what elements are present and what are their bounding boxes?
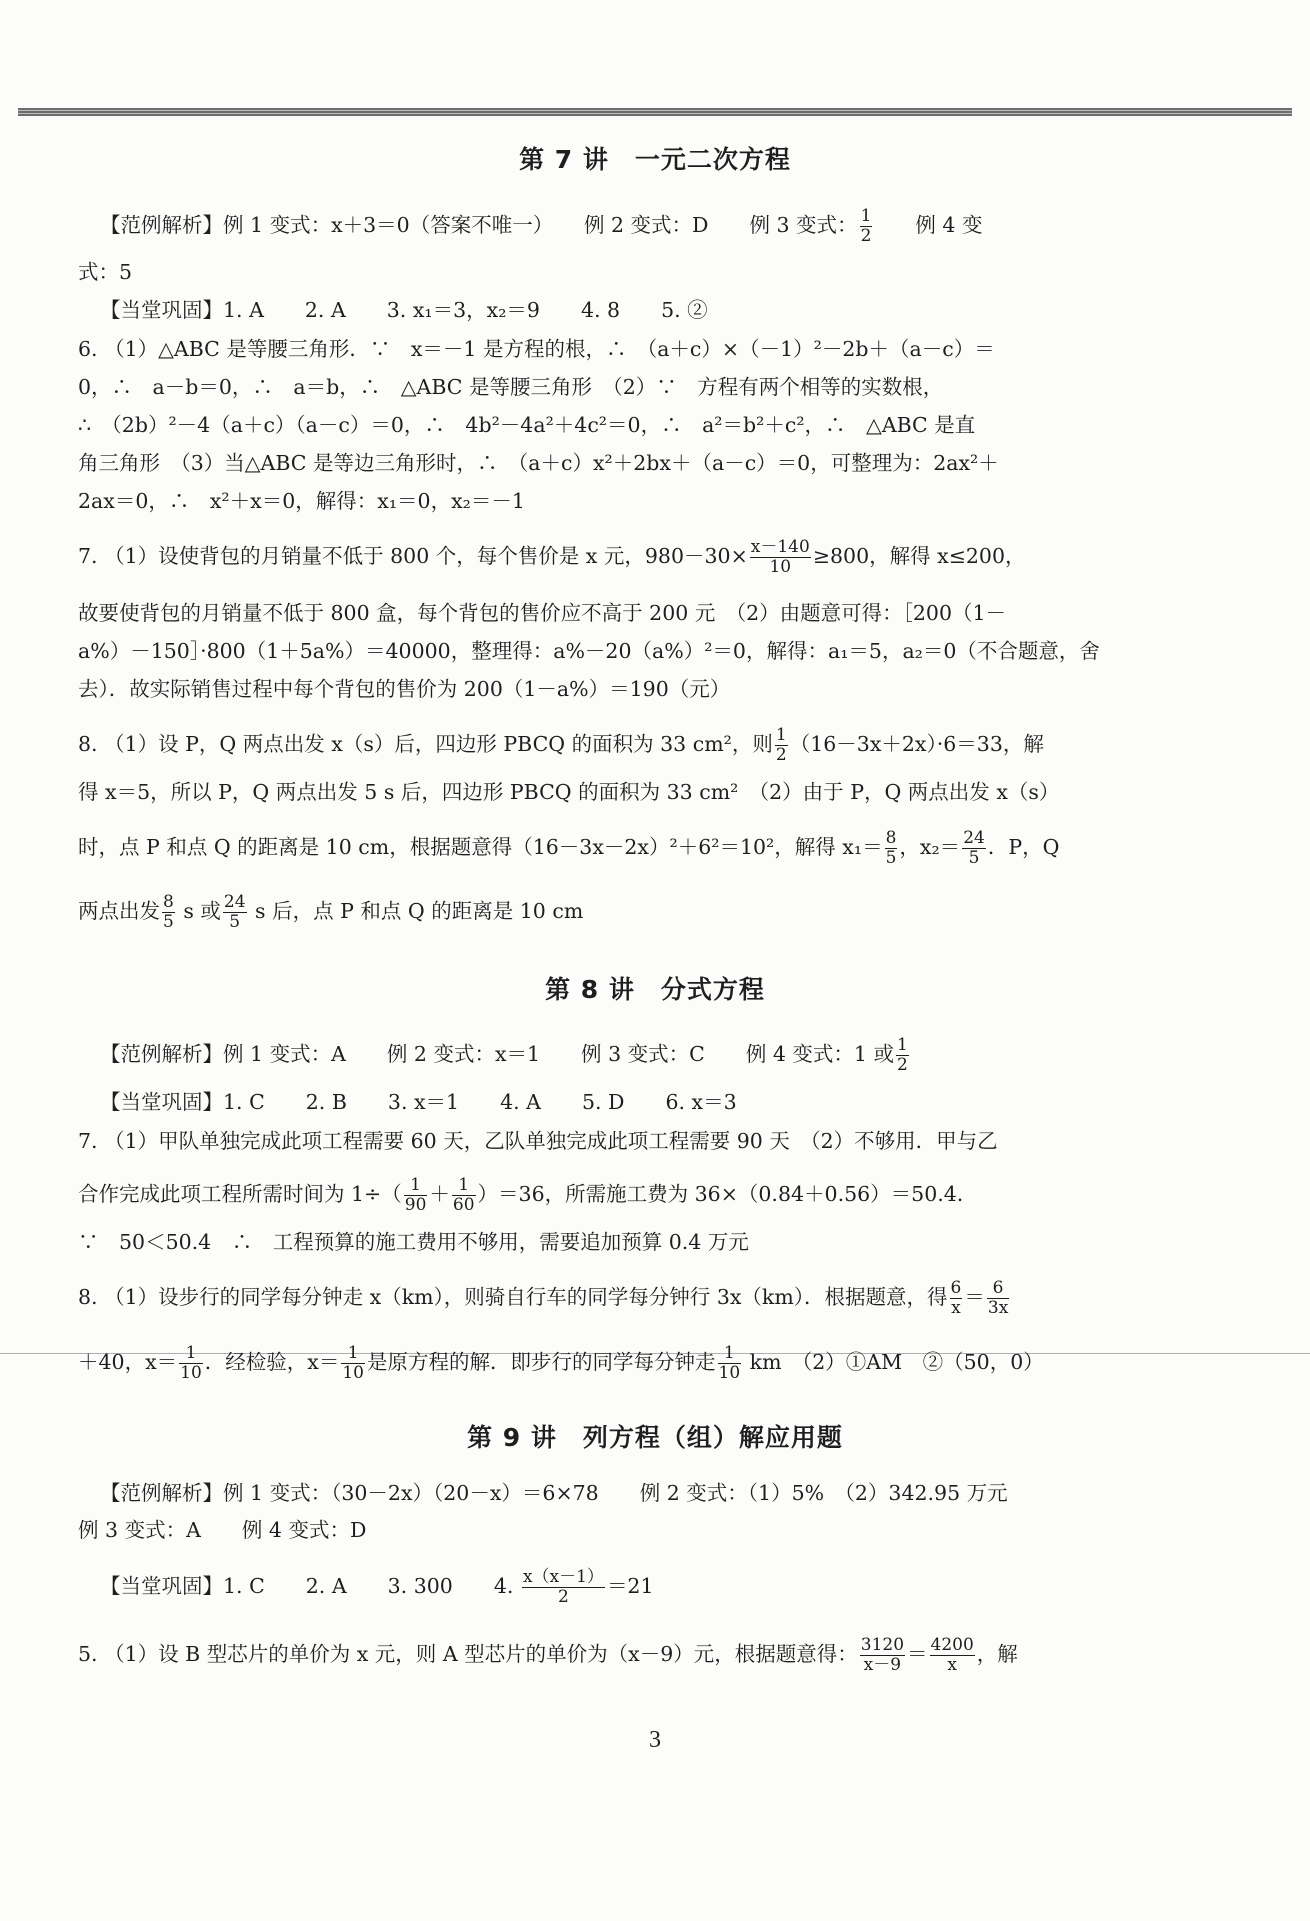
s8-consolidation: 【当堂巩固】1. C 2. B 3. x＝1 4. A 5. D 6. x＝3: [100, 1090, 737, 1114]
s8-q8-line-1: 8. （1）设步行的同学每分钟走 x（km），则骑自行车的同学每分钟行 3x（km）．根据题意，得 $\frac{6}{x}$ ＝ $\frac{6}{3x}$: [78, 1278, 1009, 1318]
s9-line-2: 例 3 变式：A 例 4 变式：D: [78, 1518, 367, 1542]
section-9-title: 第 9 讲 列方程（组）解应用题: [467, 1423, 843, 1452]
s9-q5-line-1: 5. （1）设 B 型芯片的单价为 x 元，则 A 型芯片的单价为（x－9）元，根据题意得： $\frac{3120}{x-9}$ ＝ $\frac{4200}{x}$ ，解: [78, 1635, 1018, 1675]
fraction: $\frac{x-140}{10}$: [750, 537, 810, 577]
s7-q7-line-4: 去）．故实际销售过程中每个背包的售价为 200（1－a%）＝190（元）: [78, 677, 731, 701]
s7-q6-line-4: 角三角形 （3）当△ABC 是等边三角形时，∴ （a＋c）x²＋2bx＋（a－c）＝0，可整理为：2ax²＋: [78, 451, 999, 475]
fraction: $\frac{1}{2}$: [775, 725, 787, 765]
s9-consolidation: 【当堂巩固】1. C 2. A 3. 300 4. $\frac{x(x-1)}{2}$ ＝21: [100, 1567, 654, 1607]
fraction: $\frac{1}{60}$: [452, 1175, 475, 1215]
s7-q6-line-2: 0，∴ a－b＝0，∴ a＝b，∴ △ABC 是等腰三角形 （2）∵ 方程有两个相等的实数根，: [78, 375, 944, 399]
fraction: $\frac{24}{5}$: [963, 828, 985, 868]
header-rule: [18, 108, 1292, 116]
s7-q6-line-5: 2ax＝0，∴ x²＋x＝0，解得：x₁＝0，x₂＝－1: [78, 489, 525, 513]
s7-q7-line-3: a%）－150］·800（1＋5a%）＝40000，整理得：a%－20（a%）²＝0，解得：a₁＝5，a₂＝0（不合题意，舍: [78, 639, 1100, 663]
fraction: $\frac{4200}{x}$: [930, 1635, 974, 1675]
s8-q8-line-2: ＋40，x＝ $\frac{1}{10}$ ．经检验，x＝ $\frac{1}{10}$ 是原方程的解．即步行的同学每分钟走 $\frac{1}{10}$ km （2）①AM ②（50，0）: [78, 1343, 1044, 1383]
fraction: $\frac{3120}{x-9}$: [860, 1635, 905, 1675]
fraction: $\frac{24}{5}$: [223, 892, 246, 932]
s7-q7-line-1: 7. （1）设使背包的月销量不低于 800 个，每个售价是 x 元，980－30× $\frac{x-140}{10}$ ≥800，解得 x≤200，: [78, 537, 1026, 577]
s8-q7-line-3: ∵ 50＜50.4 ∴ 工程预算的施工费用不够用，需要追加预算 0.4 万元: [78, 1230, 749, 1254]
s8-q7-line-2: 合作完成此项工程所需时间为 1÷（ $\frac{1}{90}$ ＋ $\frac{1}{60}$ ）＝36，所需施工费为 36×（0.84＋0.56）＝50.4．: [78, 1175, 978, 1215]
s8-line-1: 【范例解析】例 1 变式：A 例 2 变式：x＝1 例 3 变式：C 例 4 变式：1 或 $\frac{1}{2}$: [100, 1035, 908, 1075]
s7-q8-line-3: 时，点 P 和点 Q 的距离是 10 cm，根据题意得（16－3x－2x）²＋6²＝10²，解得 x₁＝ $\frac{8}{5}$ ，x₂＝ $\frac{24}{5}$ ．P，Q: [78, 828, 1060, 868]
fraction: $\frac{1}{10}$: [718, 1343, 741, 1383]
fraction: $\frac{8}{5}$: [885, 828, 897, 868]
fraction: $\frac{1}{90}$: [404, 1175, 427, 1215]
s7-line-2: 式：5: [78, 260, 133, 284]
section-7-title: 第 7 讲 一元二次方程: [519, 145, 791, 174]
s7-q8-line-4: 两点出发 $\frac{8}{5}$ s 或 $\frac{24}{5}$ s 后，点 P 和点 Q 的距离是 10 cm: [78, 892, 584, 932]
fraction: $\frac{1}{10}$: [180, 1343, 202, 1383]
fraction: $\frac{6}{3x}$: [987, 1278, 1009, 1318]
fraction: $\frac{6}{x}$: [950, 1278, 962, 1318]
s7-q6-line-1: 6. （1）△ABC 是等腰三角形．∵ x＝－1 是方程的根，∴ （a＋c）×（－1）²－2b＋（a－c）＝: [78, 337, 995, 361]
page-number: 3: [649, 1727, 661, 1753]
s7-q8-line-2: 得 x＝5，所以 P，Q 两点出发 5 s 后，四边形 PBCQ 的面积为 33 cm² （2）由于 P，Q 两点出发 x（s）: [78, 780, 1060, 804]
fraction: $\frac{8}{5}$: [163, 892, 174, 932]
s7-q7-line-2: 故要使背包的月销量不低于 800 盒，每个背包的售价应不高于 200 元 （2）由题意可得：［200（1－: [78, 601, 1007, 625]
fraction: $\frac{x(x-1)}{2}$: [522, 1567, 604, 1607]
s8-q7-line-1: 7. （1）甲队单独完成此项工程需要 60 天，乙队单独完成此项工程需要 90 天 （2）不够用．甲与乙: [78, 1129, 998, 1153]
s7-q6-line-3: ∴ （2b）²－4（a＋c）（a－c）＝0，∴ 4b²－4a²＋4c²＝0，∴ a²＝b²＋c²，∴ △ABC 是直: [78, 413, 976, 437]
s7-consolidation: 【当堂巩固】1. A 2. A 3. x₁＝3，x₂＝9 4. 8 5. ②: [100, 298, 708, 322]
s9-line-1: 【范例解析】例 1 变式：（30－2x）（20－x）＝6×78 例 2 变式：（1）5% （2）342.95 万元: [100, 1481, 1008, 1505]
fraction: $\frac{1}{2}$: [896, 1035, 908, 1075]
section-8-title: 第 8 讲 分式方程: [545, 975, 765, 1004]
s7-line-1: 【范例解析】例 1 变式：x＋3＝0（答案不唯一） 例 2 变式：D 例 3 变式： $\frac{1}{2}$ 例 4 变: [100, 206, 983, 246]
fraction: $\frac{1}{10}$: [342, 1343, 364, 1383]
s7-q8-line-1: 8. （1）设 P，Q 两点出发 x（s）后，四边形 PBCQ 的面积为 33 cm²，则 $\frac{1}{2}$ （16－3x＋2x）·6＝33，解: [78, 725, 1044, 765]
fraction: $\frac{1}{2}$: [860, 206, 872, 246]
